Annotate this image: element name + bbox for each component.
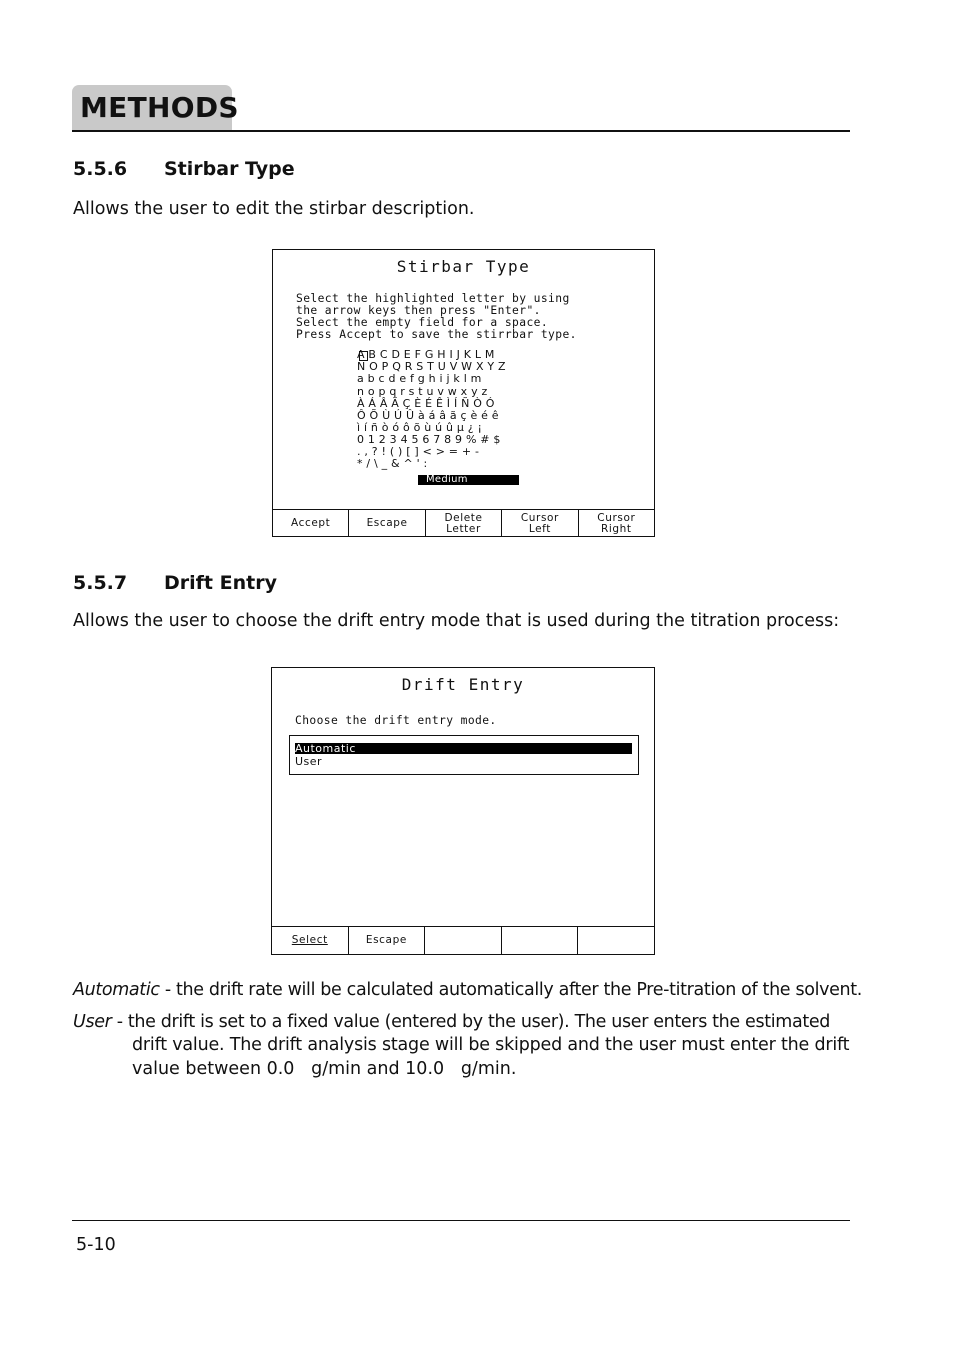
char-row-8[interactable]: 0 1 2 3 4 5 6 7 8 9 % # $: [357, 433, 501, 446]
user-term: User: [73, 1012, 112, 1032]
footer-rule: [72, 1220, 850, 1221]
stirbar-instruction-3: Select the empty field for a space.: [296, 316, 549, 329]
escape-button[interactable]: Escape: [349, 927, 426, 954]
section-557-number: 5.5.7: [73, 572, 128, 594]
list-item-user[interactable]: User: [295, 755, 323, 768]
header-rule: [72, 130, 850, 132]
escape-button[interactable]: Escape: [349, 510, 425, 537]
chapter-tab: [72, 85, 239, 131]
stirbar-entry-value: Medium: [426, 474, 468, 485]
select-button[interactable]: Select: [272, 927, 349, 954]
char-row-4[interactable]: n o p q r s t u v w x y z: [357, 385, 488, 398]
section-557-description: Allows the user to choose the drift entry mode that is used during the titration process:: [73, 611, 840, 631]
char-row-7[interactable]: ì í ñ ò ó ô õ ù ú û µ ¿ ¡: [357, 421, 483, 434]
user-definition-line-3: value between 0.0 g/min and 10.0 g/min.: [132, 1059, 517, 1079]
char-row-2[interactable]: N O P Q R S T U V W X Y Z: [357, 360, 506, 373]
drift-entry-screen: [271, 667, 655, 955]
char-selection-cursor: [359, 351, 368, 361]
section-556-description: Allows the user to edit the stirbar description.: [73, 199, 475, 219]
softkey-blank-4[interactable]: [502, 927, 579, 954]
char-row-1[interactable]: A B C D E F G H I J K L M: [357, 348, 495, 361]
cursor-right-button[interactable]: Cursor Right: [597, 512, 636, 535]
stirbar-instruction-4: Press Accept to save the stirrbar type.: [296, 328, 577, 341]
chapter-title: METHODS: [80, 91, 239, 124]
automatic-term: Automatic: [73, 980, 160, 1000]
char-row-9[interactable]: . , ? ! ( ) [ ] < > = + -: [357, 445, 480, 458]
delete-letter-button[interactable]: Delete Letter: [426, 510, 502, 537]
stirbar-instruction-1: Select the highlighted letter by using: [296, 292, 570, 305]
drift-screen-title: Drift Entry: [401, 675, 525, 694]
drift-mode-list: [289, 735, 639, 775]
char-row-3[interactable]: a b c d e f g h i j k l m: [357, 372, 482, 385]
section-556-number: 5.5.6: [73, 158, 128, 180]
automatic-definition: [73, 980, 862, 1000]
softkey-blank-5[interactable]: [578, 927, 654, 954]
softkey-blank-3[interactable]: [425, 927, 502, 954]
user-text-1: - the drift is set to a fixed value (entered by the user). The user enters the estimated: [111, 1012, 831, 1032]
page-number: 5-10: [76, 1235, 116, 1255]
section-556-title: Stirbar Type: [164, 158, 295, 180]
section-557-title: Drift Entry: [164, 572, 277, 594]
stirbar-entry-field[interactable]: [418, 475, 519, 485]
cursor-left-button[interactable]: Cursor Left: [502, 510, 578, 537]
stirbar-instruction-2: the arrow keys then press "Enter".: [296, 304, 541, 317]
stirbar-softkey-bar: [273, 509, 654, 537]
list-item-automatic[interactable]: Automatic: [295, 743, 632, 754]
user-definition-line-2: drift value. The drift analysis stage will be skipped and the user must enter the drift: [132, 1035, 850, 1055]
drift-prompt: Choose the drift entry mode.: [295, 714, 497, 727]
user-definition-line-1: [73, 1012, 830, 1032]
drift-softkey-bar: [272, 926, 654, 954]
char-row-6[interactable]: Ô Õ Ù Ú Û à á â ã ç è é ê: [357, 409, 499, 422]
automatic-text: - the drift rate will be calculated automatically after the Pre-titration of the solvent.: [159, 980, 862, 1000]
accept-button[interactable]: Accept: [273, 510, 349, 537]
char-row-5[interactable]: À Á Â Ã Ç È É Ê Ì Í Ñ Ò Ó: [357, 397, 495, 410]
char-row-10[interactable]: * / \ _ & ^ ' :: [357, 457, 428, 470]
stirbar-screen-title: Stirbar Type: [396, 257, 531, 276]
